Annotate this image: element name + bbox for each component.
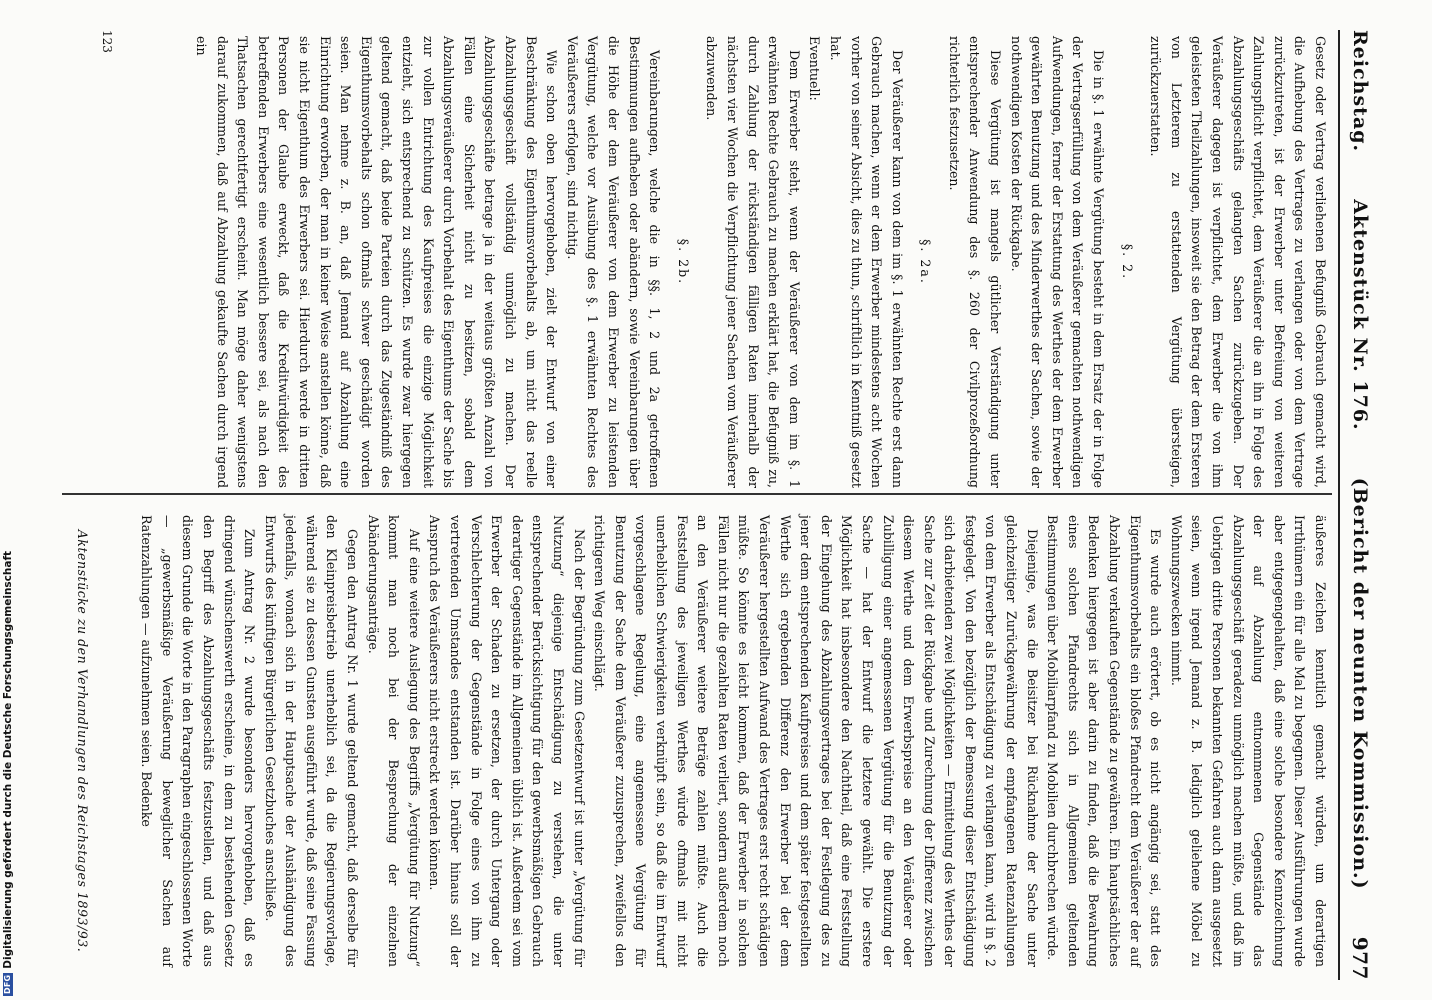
header-left: Reichstag.: [1349, 30, 1371, 153]
header-center: Aktenstück Nr. 176.: [1349, 199, 1371, 431]
section-heading: §. 2b.: [675, 238, 691, 286]
header-right: (Bericht der neunten Kommission.): [1349, 477, 1371, 890]
digitization-credit: [2, 551, 14, 996]
paragraph: Es wurde auch erörtert, ob es nicht angängig sei, statt des Eigenthumsvorbehalts ein bloßes Pfandrecht dem Veräußerer der auf Abzahlung verkauften Gegenstände zu gewähren. Ein hauptsächliches Bedenken hiergegen ist aber darin zu finden, daß die Bewahrung eines solchen Pfandrechts sich in Allgemeinen geltenden Bestimmungen über Mobiliarpfand zu Mobilien durchbrechen würde.: [1045, 515, 1164, 967]
header-page-number: 977: [1348, 936, 1372, 980]
paragraph: Auf eine weitere Auslegung des Begriffs „Vergütung für Nutzung“ kommt man noch bei der Besprechung der einzelnen Abänderungsanträge.: [365, 515, 422, 967]
paragraph: Dem Erwerber steht, wenn der Veräußerer von dem im §. 1 erwähnten Rechte Gebrauch zu machen erklärt hat, die Befugniß zu, durch Zahlung der rückständigen fälligen Raten innerhalb der nächsten vier Wochen die Verpflichtung jener Sachen vom Veräußerer abzuwenden.: [704, 36, 802, 488]
credit-text: Digitalisierung gefördert durch die Deutsche Forschungsgemeinschaft: [2, 550, 14, 969]
paragraph: Diejenige, was die Beisitzer bei Rücknahme der Sache unter gleichzeitiger Zurückgewährung der empfangenen Ratenzahlungen von dem Erwerber als Entschädigung zu verlangen kann, wird in §. 2 festgelegt. Von den bezüglich der Bemessung dieser Entschädigung sich darbietenden zwei Möglichkeiten — Ermittelung des Werthes der Sache zur Zeit der Rückgabe und Zurechnung der Differenz zwischen diesem Werthe und dem Erwerbspreise an den Veräußerer oder Zubilligung einer angemessenen Vergütung für die Benutzung der Sache — hat der Entwurf die letztere gewählt. Die erstere Möglichkeit hat insbesondere den Nachtheil, daß eine Feststellung der Eingehung des Abzahlungsvertrages bei der Festlegung des zu jener dem entsprechenden Kaufpreises und dem später festgestellten Werthe sich ergebenden Differenz den Erwerber bei der dem Veräußerer hergestellten Aufwand des Vertrages erst recht schädigen müßte. So könnte es leicht kommen, daß der Erwerber in solchen Fällen nicht nur die gezahlten Raten verliert, sondern außerdem noch an den Veräußerer weitere Beträge zahlen müßte. Auch die Feststellung des jeweiligen Werthes würde oftmals mit nicht unerheblichen Schwierigkeiten verknüpft sein, so daß die im Entwurf vorgeschlagene Regelung, eine angemessene Vergütung für Benutzung der Sache dem Veräußerer zuzusprechen, zweifellos den richtigeren Weg einschlägt.: [592, 515, 1040, 967]
paragraph: Zum Antrag Nr. 2 wurde besonders hervorgehoben, daß es dringend wünschenswerth erscheine, in dem zu bestehenden Gesetz den Begriff des Abzahlungsgeschäfts festzustellen, und daß aus diesem Grunde die Worte in den Paragraphen eingeschlossenen Worte — „gewerbsmäßige Veräußerung beweglicher Sachen auf Ratenzahlungen — aufzunehmen seien. Bedenke: [139, 515, 258, 967]
section-heading: §. 2.: [1119, 243, 1135, 281]
paragraph: Vereinbarungen, welche die in §§. 1, 2 und 2a getroffenen Bestimmungen aufheben oder abändern, sowie Vereinbarungen über die Höhe der dem Veräußerer von dem Erwerber zu leistenden Vergütung, welche vor Ausübung des §. 1 erwähnten Rechtes des Veräußerers erfolgen, sind nichtig.: [564, 36, 663, 488]
section-heading: §. 2a.: [918, 239, 934, 285]
page-header: [1343, 30, 1377, 980]
header-rule: [1338, 30, 1340, 980]
paragraph: Diese Vergütung ist mangels gütlicher Verständigung unter entsprechender Anwendung des §. 260 der Civilprozeßordnung richterlich festzusetzen.: [946, 36, 1004, 488]
right-column: [136, 515, 1330, 967]
bottom-page-number: 123: [100, 30, 114, 53]
paragraph: Nach der Begründung zum Gesetzentwurf ist unter „Vergütung für Nutzung“ diejenige Entschädigung zu verstehen, die unter entsprechender Berücksichtigung für den gewerbsmäßigen Gebrauch derartiger Gegenstände im Allgemeinen üblich ist. Außerdem sei vom Erwerber der Schaden zu ersetzen, der durch Untergang oder Verschlechterung der Gegenstände in Folge eines von ihm zu vertretenden Umstandes entstanden ist. Darüber hinaus soll der Anspruch des Veräußerers nicht erstreckt werden können.: [427, 515, 587, 967]
paragraph: Gesetz oder Vertrag verliehenen Befugniß Gebrauch gemacht wird, die Aufhebung des Vertrages zu verlangen oder von dem Vertrage zurückzutreten, ist der Erwerber unter Befreiung von weiteren Zahlungspflicht verpflichtet, dem Veräußerer die an ihn in Folge des Abzahlungsgeschäfts gelangten Sachen zurückzugeben. Der Veräußerer dagegen ist verpflichtet, dem Erwerber die von ihm geleisteten Theilzahlungen, insoweit sie den Betrag der dem Ersteren von Letzterem zu erstattenden Vergütung übersteigen, zurückzuerstatten.: [1148, 36, 1328, 488]
page-footer: Aktenstücke zu den Verhandlungen des Reichstages 1893/93.: [75, 529, 90, 953]
paragraph: äußeres Zeichen kenntlich gemacht würden, um derartigen Irrthümern ein für alle Mal zu begegnen. Dieser Ausführungen wurde aber entgegengehalten, daß eine solche besondere Kennzeichnung der auf Abzahlung entnommenen Gegenstände das Abzahlungsgeschäft geradezu unmöglich machen müßte, und daß im Uebrigen dritte Personen bekannten Gefahren auch dann ausgesetzt seien, wenn irgend Jemand z. B. lediglich geliehene Möbel zu Wohnungszwecken nimmt.: [1168, 515, 1328, 967]
paragraph: Die in §. 1 erwähnte Vergütung besteht in dem Ersatz der in Folge der Vertragserfüllung von dem Veräußerer gemachten nothwendigen Aufwendungen, ferner der Erstattung des Werthes der dem Erwerber gewährten Benutzung und des Minderwerthes der Sachen, sowie der nothwendigen Kosten der Rückgabe.: [1008, 36, 1107, 488]
dfg-logo-icon: DFG: [3, 974, 12, 994]
paragraph: Wie schon oben hervorgehoben, zielt der Entwurf von einer Beschränkung des Eigenthumsvorbehalts ab, um nicht das reelle Abzahlungsgeschäft vollständig unmöglich zu machen. Der Abzahlungsgeschäfte betrage ja in der weitaus größten Anzahl von Fällen eine Sicherheit nicht zu besitzen, sobald dem Abzahlungsveräußerer durch Vorbehalt des Eigenthums der Sache bis zur vollen Entrichtung des Kaufpreises die einzige Möglichkeit entzieht, sich entsprechend zu schützen. Es wurde zwar hiergegen geltend gemacht, daß beide Parteien durch das Zugeständniß des Eigenthumsvorbehalts schon oftmals schwer geschädigt worden seien. Man nehme z. B. an, daß Jemand auf Abzahlung eine Einrichtung erworben, der man in keiner Weise anstellen könne, daß sie nicht Eigenthum des Erwerbers sei. Hierdurch werde in dritten Personen der Glaube erweckt, daß die Kreditwürdigkeit des betreffenden Erwerbers eine wesentlich bessere sei, als nach den Thatsachen gerechtfertigt erscheint. Man möge daher wenigstens darauf zukommen, daß auf Abzahlung gekaufte Sachen durch irgend ein: [194, 36, 560, 488]
paragraph: Gegen den Antrag Nr. 1 wurde geltend gemacht, daß derselbe für den Kleinpreisbetrieb unerheblich sei, da die Regierungsvorlage, während sie zu dessen Gunsten ausgeführt wurde, daß seine Fassung jedenfalls, wonach sich in der Hauptsache der Aushändigung des Entwurfs des künftigen Bürgerlichen Gesetzbuches anschließe.: [262, 515, 361, 967]
column-divider: [62, 493, 1332, 495]
paragraph: Der Veräußerer kann von dem im §. 1 erwähnten Rechte erst dann Gebrauch machen, wenn er dem Erwerber mindestens acht Wochen vorher von seiner Absicht, dies zu thun, schriftlich in Kenntniß gesetzt hat.: [827, 36, 905, 488]
left-column: [191, 36, 1330, 488]
paragraph: Eventuell:: [807, 36, 823, 101]
